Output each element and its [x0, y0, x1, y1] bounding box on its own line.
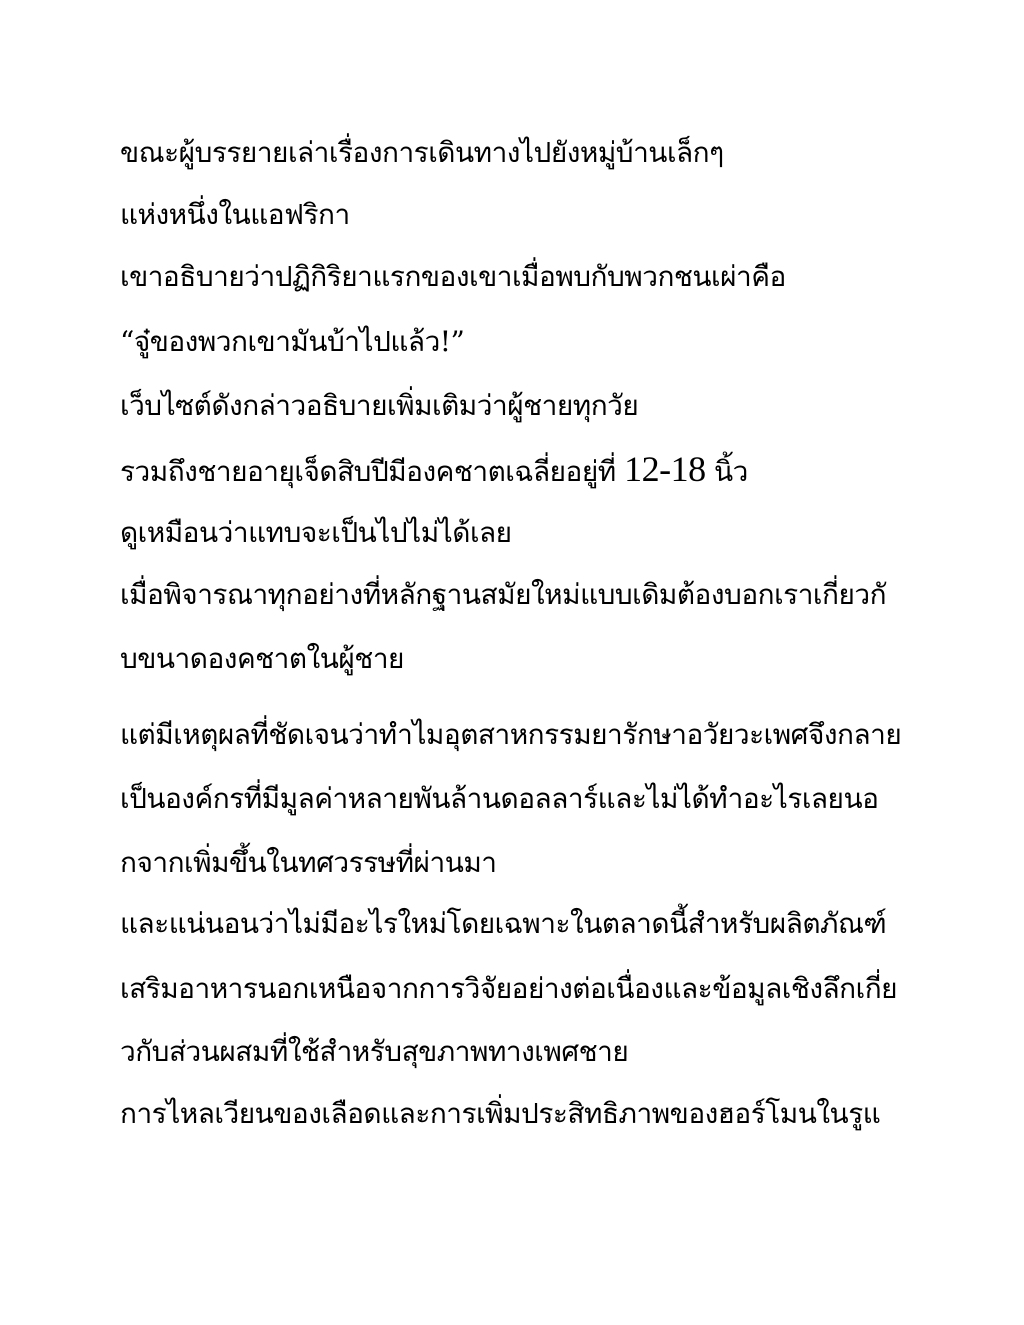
text-line-3: เขาอธิบายว่าปฏิกิริยาแรกของเขาเมื่อพบกับพวกชนเผ่าคือ [120, 260, 786, 293]
text-line-7: ดูเหมือนว่าแทบจะเป็นไปไม่ได้เลย [120, 516, 512, 549]
text-line-6-prefix: รวมถึงชายอายุเจ็ดสิบปีมีองคชาตเฉลี่ยอยู่ที่ [120, 455, 625, 488]
text-line-5: เว็บไซต์ดังกล่าวอธิบายเพิ่มเติมว่าผู้ชายทุกวัย [120, 389, 639, 422]
text-line-6-suffix: นิ้ว [705, 455, 748, 488]
text-line-6-number: 12-18 [624, 449, 706, 489]
text-line-1: ขณะผู้บรรยายเล่าเรื่องการเดินทางไปยังหมู่บ้านเล็กๆ [120, 136, 724, 169]
text-line-8: เมื่อพิจารณาทุกอย่างที่หลักฐานสมัยใหม่แบบเดิมต้องบอกเราเกี่ยวกั [120, 578, 887, 611]
text-line-9: บขนาดองคชาตในผู้ชาย [120, 642, 404, 675]
text-line-4: “จู๋ของพวกเขามันบ้าไปแล้ว!” [120, 325, 465, 358]
text-line-12: กจากเพิ่มขึ้นในทศวรรษที่ผ่านมา [120, 846, 497, 879]
text-line-16: การไหลเวียนของเลือดและการเพิ่มประสิทธิภาพของฮอร์โมนในรูแ [120, 1097, 881, 1130]
text-line-14: เสริมอาหารนอกเหนือจากการวิจัยอย่างต่อเนื่องและข้อมูลเชิงลึกเกี่ย [120, 972, 898, 1005]
text-line-13: และแน่นอนว่าไม่มีอะไรใหม่โดยเฉพาะในตลาดนี้สำหรับผลิตภัณฑ์ [120, 907, 887, 940]
text-line-6 [120, 449, 748, 492]
text-line-10: แต่มีเหตุผลที่ชัดเจนว่าทำไมอุตสาหกรรมยารักษาอวัยวะเพศจึงกลาย [120, 718, 902, 751]
text-line-15: วกับส่วนผสมที่ใช้สำหรับสุขภาพทางเพศชาย [120, 1035, 629, 1068]
text-line-2: แห่งหนึ่งในแอฟริกา [120, 198, 350, 231]
text-line-11: เป็นองค์กรที่มีมูลค่าหลายพันล้านดอลลาร์และไม่ได้ทำอะไรเลยนอ [120, 782, 879, 815]
